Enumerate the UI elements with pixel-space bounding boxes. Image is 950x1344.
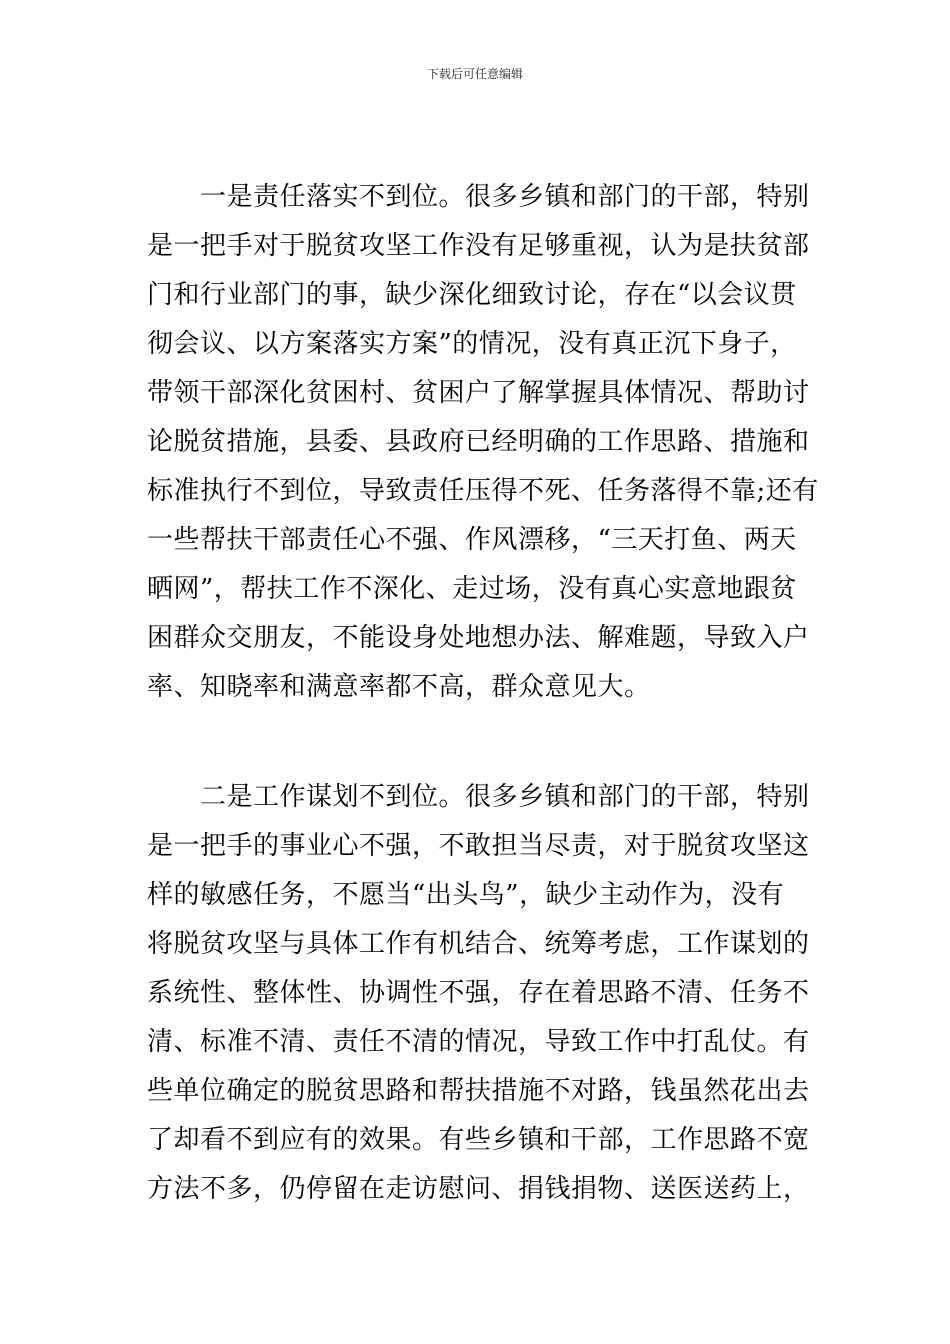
paragraph-line: 清、标准不清、责任不清的情况，导致工作中打乱仗。有 — [147, 1027, 810, 1057]
paragraph-line: 率、知晓率和满意率都不高，群众意见大。 — [147, 672, 651, 702]
paragraph-line: 方法不多，仍停留在走访慰问、捐钱捐物、送医送药上， — [147, 1174, 810, 1204]
paragraph-line: 样的敏感任务，不愿当“出头鸟”，缺少主动作为，没有 — [147, 880, 785, 910]
paragraph-line: 将脱贫攻坚与具体工作有机结合、统筹考虑，工作谋划的 — [147, 929, 810, 959]
paragraph-line: 一些帮扶干部责任心不强、作风漂移，“三天打鱼、两天 — [147, 525, 797, 555]
paragraph-line: 门和行业部门的事，缺少深化细致讨论，存在“以会议贯 — [147, 280, 797, 310]
paragraph-line: 了却看不到应有的效果。有些乡镇和干部，工作思路不宽 — [147, 1125, 810, 1155]
paragraph-line: 是一把手的事业心不强，不敢担当尽责，对于脱贫攻坚这 — [147, 831, 810, 861]
paragraph-line: 彻会议、以方案落实方案”的情况，没有真正沉下身子， — [147, 329, 797, 359]
paragraph-line: 些单位确定的脱贫思路和帮扶措施不对路，钱虽然花出去 — [147, 1076, 810, 1106]
paragraph-line: 系统性、整体性、协调性不强，存在着思路不清、任务不 — [147, 978, 810, 1008]
paragraph-line: 是一把手对于脱贫攻坚工作没有足够重视，认为是扶贫部 — [147, 231, 810, 261]
download-note: 下载后可任意编辑 — [426, 67, 523, 81]
paragraph-line: 一是责任落实不到位。很多乡镇和部门的干部，特别 — [200, 182, 810, 212]
paragraph-line: 论脱贫措施，县委、县政府已经明确的工作思路、措施和 — [147, 427, 810, 457]
paragraph-line: 带领干部深化贫困村、贫困户了解掌握具体情况、帮助讨 — [147, 378, 810, 408]
paragraph-line: 标准执行不到位，导致责任压得不死、任务落得不靠;还有 — [147, 476, 819, 506]
paragraph-line: 晒网”，帮扶工作不深化、走过场，没有真心实意地跟贫 — [147, 574, 797, 604]
paragraph-line: 困群众交朋友，不能设身处地想办法、解难题，导致入户 — [147, 623, 810, 653]
paragraph-line: 二是工作谋划不到位。很多乡镇和部门的干部，特别 — [200, 782, 810, 812]
